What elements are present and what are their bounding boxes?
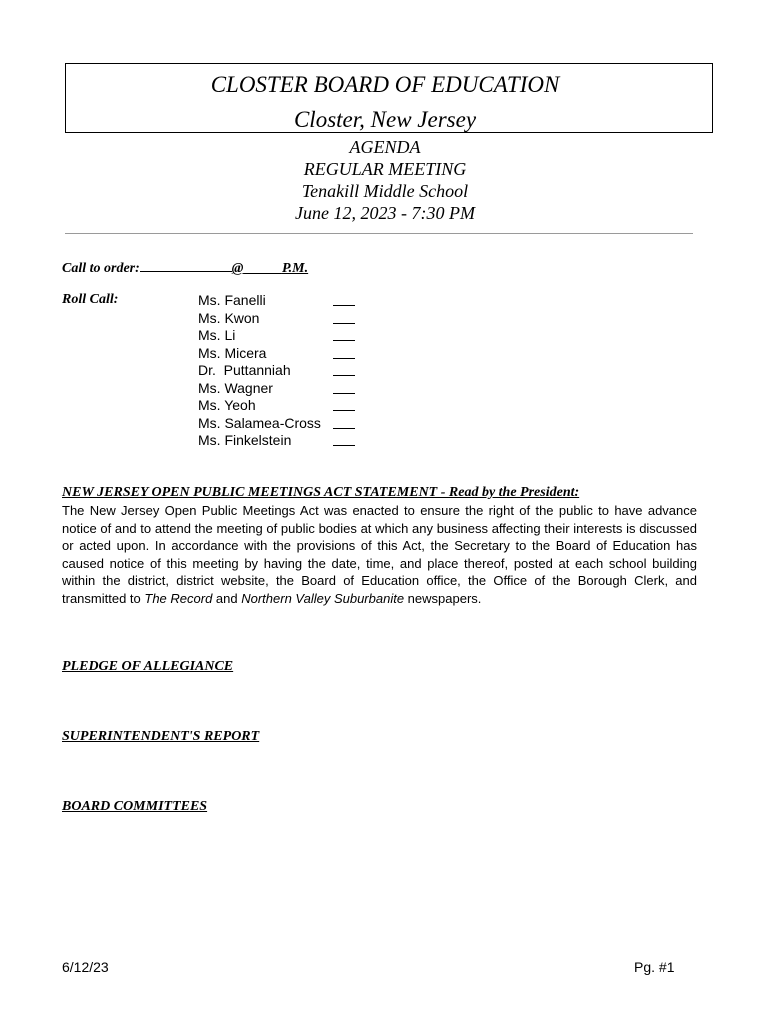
meeting-date-time: June 12, 2023 - 7:30 PM xyxy=(295,203,475,223)
attendance-blank xyxy=(333,410,355,411)
attendance-blank xyxy=(333,358,355,359)
call-to-order xyxy=(62,257,308,277)
agenda-label: AGENDA xyxy=(349,137,421,157)
footer-date: 6/12/23 xyxy=(62,959,109,975)
roll-call-label: Roll Call: xyxy=(62,292,119,307)
board-title: CLOSTER BOARD OF EDUCATION xyxy=(210,72,560,97)
call-to-order-pm: P.M. xyxy=(281,261,309,276)
list-item: Ms. Wagner xyxy=(198,380,321,398)
list-item: Ms. Salamea-Cross xyxy=(198,415,321,433)
attendance-blank xyxy=(333,393,355,394)
call-to-order-at: @ xyxy=(231,261,244,276)
newspaper-name: Northern Valley Suburbanite xyxy=(241,590,405,606)
attendance-blank xyxy=(333,375,355,376)
header-divider xyxy=(65,233,693,234)
pledge-heading: PLEDGE OF ALLEGIANCE xyxy=(62,659,234,674)
list-item: Ms. Fanelli xyxy=(198,292,321,310)
superintendent-heading: SUPERINTENDENT'S REPORT xyxy=(62,729,260,744)
list-item: Ms. Li xyxy=(198,327,321,345)
newspaper-name: The Record xyxy=(144,590,213,606)
list-item: Dr. Puttanniah xyxy=(198,362,321,380)
page-number: Pg. #1 xyxy=(634,959,675,975)
call-to-order-blank xyxy=(140,257,232,272)
attendance-blank xyxy=(333,445,355,446)
call-to-order-label: Call to order: xyxy=(62,261,140,276)
attendance-blank xyxy=(333,340,355,341)
list-item: Ms. Micera xyxy=(198,345,321,363)
opma-heading: NEW JERSEY OPEN PUBLIC MEETINGS ACT STATEMENT - Read by the President: xyxy=(62,485,580,500)
list-item: Ms. Yeoh xyxy=(198,397,321,415)
attendance-blank xyxy=(333,305,355,306)
list-item: Ms. Kwon xyxy=(198,310,321,328)
committees-heading: BOARD COMMITTEES xyxy=(62,799,208,814)
roll-call-list xyxy=(198,292,321,450)
board-location: Closter, New Jersey xyxy=(293,107,477,132)
meeting-type: REGULAR MEETING xyxy=(303,159,467,179)
meeting-venue: Tenakill Middle School xyxy=(301,181,469,201)
opma-statement: The New Jersey Open Public Meetings Act was enacted to ensure the right of the public to have advance notice of and to attend the meeting of public bodies at which any business affecting their interests is discussed or acted upon. In accordance with the provisions of this Act, the Secretary to the Board of Education has caused notice of this meeting by having the date, time, and place thereof, posted at each school building within the district, district website, the Board of Education office, the Office of the Borough Clerk, and transmitted to The Record and Northern Valley Suburbanite newspapers. xyxy=(62,503,697,606)
list-item: Ms. Finkelstein xyxy=(198,432,321,450)
attendance-blank xyxy=(333,428,355,429)
attendance-blank xyxy=(333,323,355,324)
